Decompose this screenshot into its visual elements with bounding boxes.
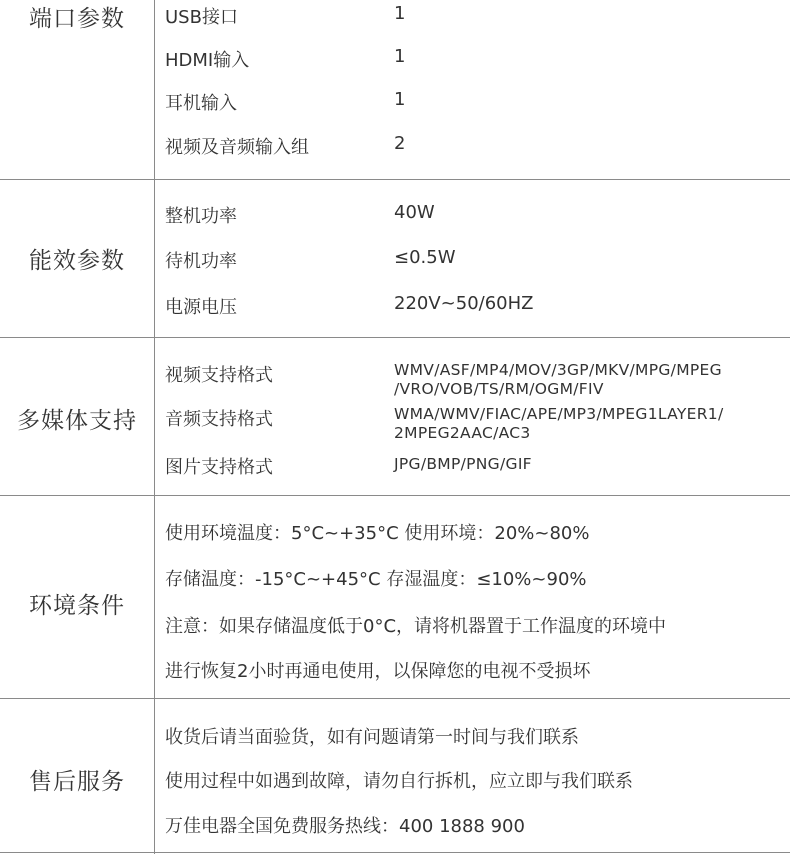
- spec-value: 1: [394, 3, 406, 24]
- row-divider: [0, 179, 790, 180]
- environment-line: 注意：如果存储温度低于0°C，请将机器置于工作温度的环境中: [165, 616, 667, 637]
- spec-value-line: WMV/ASF/MP4/MOV/3GP/MKV/MPG/MPEG: [394, 361, 722, 379]
- service-line: 使用过程中如遇到故障，请勿自行拆机，应立即与我们联系: [165, 771, 633, 792]
- spec-value-line: JPG/BMP/PNG/GIF: [394, 455, 532, 473]
- environment-line: 存储温度：-15°C~+45°C 存湿温度：≤10%~90%: [165, 569, 587, 590]
- spec-value: 220V~50/60HZ: [394, 293, 534, 314]
- row-divider: [0, 852, 790, 853]
- section-title-ports: 端口参数: [29, 6, 125, 32]
- column-divider: [154, 0, 155, 854]
- section-title-media: 多媒体支持: [17, 408, 137, 434]
- spec-label: HDMI输入: [165, 50, 250, 71]
- environment-line: 使用环境温度：5°C~+35°C 使用环境：20%~80%: [165, 523, 590, 544]
- row-divider: [0, 495, 790, 496]
- spec-label: USB接口: [165, 7, 238, 28]
- section-title-service: 售后服务: [29, 769, 125, 795]
- section-title-environment: 环境条件: [29, 593, 125, 619]
- service-line: 收货后请当面验货，如有问题请第一时间与我们联系: [165, 727, 579, 748]
- spec-value: 1: [394, 89, 406, 110]
- spec-value: ≤0.5W: [394, 247, 456, 268]
- spec-value: 2: [394, 133, 406, 154]
- spec-label: 图片支持格式: [165, 457, 273, 478]
- spec-label: 视频支持格式: [165, 365, 273, 386]
- environment-line: 进行恢复2小时再通电使用，以保障您的电视不受损坏: [165, 661, 591, 682]
- section-title-energy: 能效参数: [29, 248, 125, 274]
- spec-value-line: WMA/WMV/FIAC/APE/MP3/MPEG1LAYER1/: [394, 405, 724, 423]
- spec-label: 视频及音频输入组: [165, 137, 309, 158]
- spec-value: 1: [394, 46, 406, 67]
- spec-label: 待机功率: [165, 251, 237, 272]
- spec-value-line: /VRO/VOB/TS/RM/OGM/FIV: [394, 380, 604, 398]
- spec-label: 音频支持格式: [165, 409, 273, 430]
- spec-label: 耳机输入: [165, 93, 237, 114]
- spec-value-line: 2MPEG2AAC/AC3: [394, 424, 531, 442]
- spec-label: 电源电压: [165, 297, 237, 318]
- service-line: 万佳电器全国免费服务热线：400 1888 900: [165, 816, 525, 837]
- row-divider: [0, 337, 790, 338]
- spec-label: 整机功率: [165, 206, 237, 227]
- spec-value: 40W: [394, 202, 435, 223]
- row-divider: [0, 698, 790, 699]
